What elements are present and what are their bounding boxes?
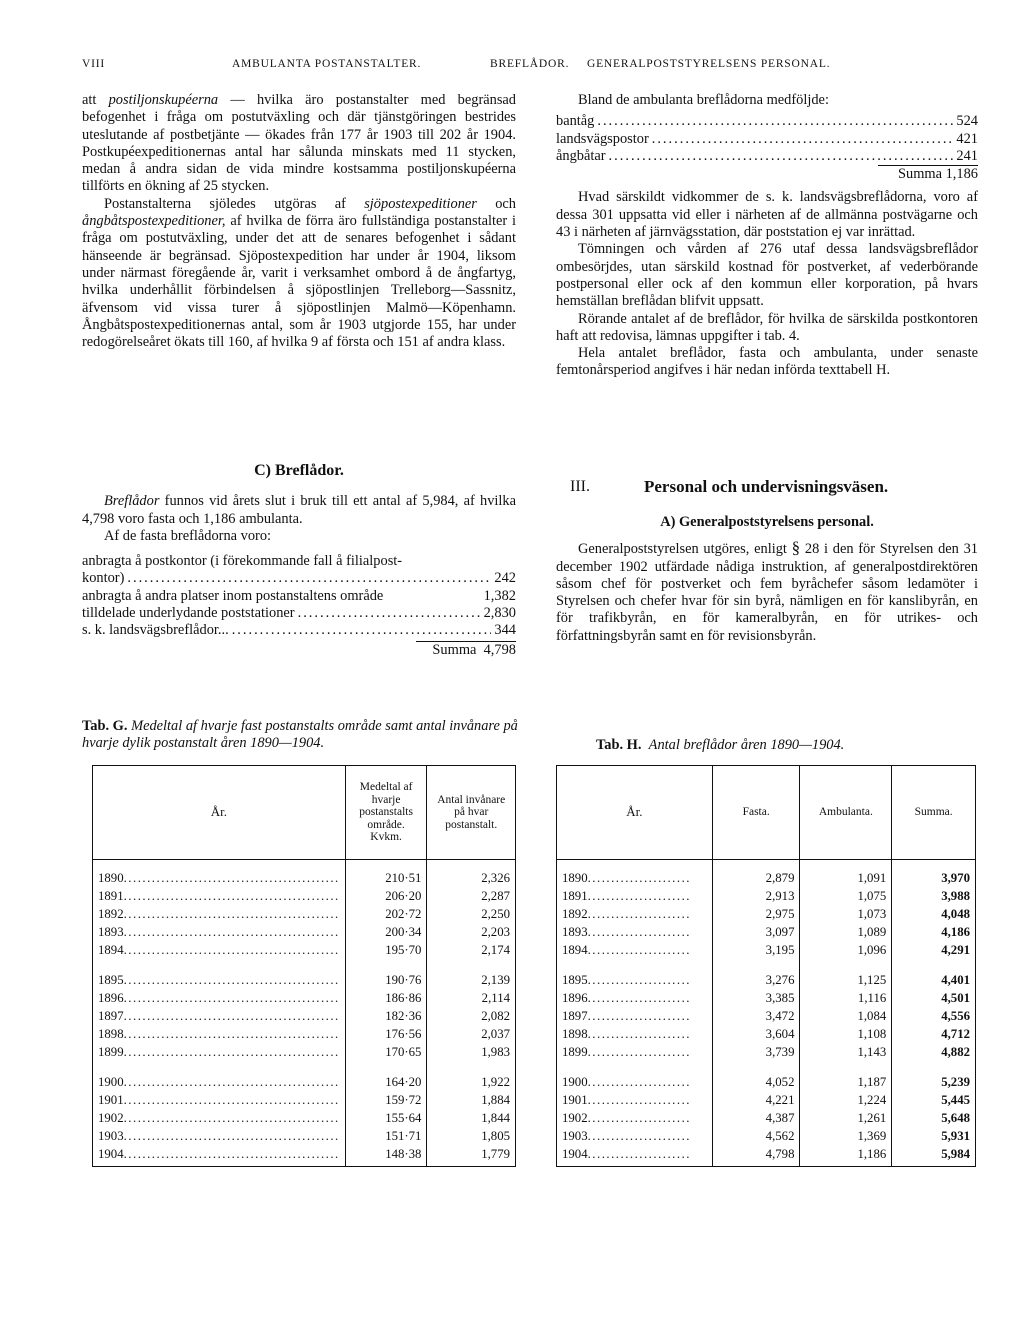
- ambulant-cell: 1,108: [800, 1025, 892, 1043]
- tab-g-table: [92, 765, 516, 1167]
- population-cell: 2,037: [427, 1025, 516, 1043]
- population-cell: 2,082: [427, 1007, 516, 1025]
- ambulant-cell: 1,187: [800, 1064, 892, 1091]
- table-row: [93, 1091, 516, 1109]
- year-cell: 1892......................: [557, 905, 713, 923]
- sum-cell: 3,970: [892, 860, 976, 888]
- area-cell: 151·71: [345, 1127, 427, 1145]
- year-cell: 1903......................: [557, 1127, 713, 1145]
- area-cell: 182·36: [345, 1007, 427, 1025]
- page-number: VIII: [82, 58, 105, 70]
- section-iii: [556, 478, 978, 645]
- list-item: s. k. landsvägsbreflådor... ..... 344: [82, 622, 516, 639]
- paragraph: Tömningen och vården af 276 utaf dessa landsvägsbreflådor ombesörjdes, utan särskild kostnad för postverket, af vederbörande postpersonal eller ock af den kommun eller korporation, på hvars hemställan breflådan blifvit uppsatt.: [556, 241, 978, 310]
- area-cell: 202·72: [345, 905, 427, 923]
- table-row: [557, 905, 976, 923]
- sum-cell: 5,648: [892, 1109, 976, 1127]
- year-cell: 1895......................: [557, 962, 713, 989]
- population-cell: 1,805: [427, 1127, 516, 1145]
- population-cell: 2,250: [427, 905, 516, 923]
- year-cell: 1901..............................................: [93, 1091, 346, 1109]
- fixed-boxes-list: [82, 553, 516, 659]
- population-cell: 2,139: [427, 962, 516, 989]
- column-header: År.: [557, 766, 713, 860]
- year-cell: 1899......................: [557, 1043, 713, 1064]
- tab-h-table: [556, 765, 976, 1167]
- column-header: Ambulanta.: [800, 766, 892, 860]
- year-cell: 1895..............................................: [93, 962, 346, 989]
- fixed-cell: 2,975: [712, 905, 800, 923]
- fixed-cell: 3,604: [712, 1025, 800, 1043]
- column-header: År.: [93, 766, 346, 860]
- year-cell: 1898..............................................: [93, 1025, 346, 1043]
- table-row: [93, 1043, 516, 1064]
- year-cell: 1904..............................................: [93, 1145, 346, 1167]
- area-cell: 206·20: [345, 887, 427, 905]
- ambulant-cell: 1,089: [800, 923, 892, 941]
- header-left: AMBULANTA POSTANSTALTER.: [232, 58, 422, 70]
- population-cell: 1,844: [427, 1109, 516, 1127]
- column-header: Medeltal af hvarje postanstalts område. Kvkm.: [345, 766, 427, 860]
- section-c: [82, 462, 516, 659]
- fixed-cell: 3,195: [712, 941, 800, 962]
- table-row: [93, 941, 516, 962]
- year-cell: 1902......................: [557, 1109, 713, 1127]
- ambulant-cell: 1,116: [800, 989, 892, 1007]
- list-item: ångbåtar ..... 241: [556, 148, 978, 165]
- ambulant-cell: 1,096: [800, 941, 892, 962]
- ambulant-cell: 1,125: [800, 962, 892, 989]
- year-cell: 1891..............................................: [93, 887, 346, 905]
- ambulant-cell: 1,143: [800, 1043, 892, 1064]
- list-item: anbragta å andra platser inom postanstaltens område 1,382: [82, 587, 516, 604]
- year-cell: 1902..............................................: [93, 1109, 346, 1127]
- fixed-cell: 4,562: [712, 1127, 800, 1145]
- year-cell: 1890......................: [557, 860, 713, 888]
- paragraph: att postiljonskupéerna — hvilka äro postanstalter med begränsad befogenhet i fråga om postutväxling och där tjänstgöringen bestrides uteslutande af postbetjänte — ökades från 177 år 1903 till 202 år 1904. Postkupéexpeditionernas antal har sålunda minskats med 11 stycken, medan å andra sidan de vida mindre kostsamma postiljonskupéerna tillförts en ökning af 25 stycken.: [82, 92, 517, 195]
- sum-cell: 4,186: [892, 923, 976, 941]
- ambulant-cell: 1,073: [800, 905, 892, 923]
- table-row: [93, 1145, 516, 1167]
- running-header: [82, 58, 962, 76]
- ambulant-boxes-list: [556, 113, 978, 183]
- table-row: [93, 1127, 516, 1145]
- table-row: [557, 887, 976, 905]
- sum-cell: 4,712: [892, 1025, 976, 1043]
- ambulant-cell: 1,091: [800, 860, 892, 888]
- population-cell: 2,203: [427, 923, 516, 941]
- year-cell: 1899..............................................: [93, 1043, 346, 1064]
- year-cell: 1893......................: [557, 923, 713, 941]
- fixed-cell: 2,879: [712, 860, 800, 888]
- population-cell: 2,114: [427, 989, 516, 1007]
- paragraph: Generalpoststyrelsen utgöres, enligt § 28 i den för Styrelsen den 31 december 1902 utfärdade nådiga instruktion, af generalpostdirektören såsom chef för postverket och fem byråchefer såsom ledamöter i Styrelsen och chefer hvar för sin byrå, nämligen en för kanslibyrån, en för trafikbyrån, en för kameralbyrån, en för utrikes- och författningsbyrån samt en för revisionsbyrån.: [556, 538, 978, 644]
- year-cell: 1901......................: [557, 1091, 713, 1109]
- column-header: Fasta.: [712, 766, 800, 860]
- table-row: [93, 887, 516, 905]
- year-cell: 1897......................: [557, 1007, 713, 1025]
- fixed-cell: 4,387: [712, 1109, 800, 1127]
- table-row: [557, 1127, 976, 1145]
- list-sum: Summa 1,186: [898, 166, 978, 183]
- table-row: [557, 1091, 976, 1109]
- year-cell: 1897..............................................: [93, 1007, 346, 1025]
- year-cell: 1891......................: [557, 887, 713, 905]
- population-cell: 2,326: [427, 860, 516, 888]
- table-row: [93, 923, 516, 941]
- ambulant-cell: 1,084: [800, 1007, 892, 1025]
- tab-h-caption: Tab. H. Antal breflådor åren 1890—1904.: [596, 737, 845, 753]
- table-row: [557, 923, 976, 941]
- sum-cell: 5,931: [892, 1127, 976, 1145]
- paragraph: Rörande antalet af de breflådor, för hvilka de särskilda postkontoren haft att redovisa, lämnas uppgifter i tab. 4.: [556, 310, 978, 344]
- paragraph: Postanstalterna sjöledes utgöras af sjöpostexpeditioner och ångbåtspostexpeditioner, af hvilka de förra äro fullständiga postanstalter i fråga om postutväxling, under det att de senares befogenhet i sådant hänseende är begränsad. Sjöpostexpedition har under år 1904, liksom under närmast föregående år, varit i verksamhet ombord å de ångfartyg, hvilka underhållit förbindelsen å sjöpostlinjen Trelleborg—Sassnitz, äfvensom vid vissa turer å sjöpostlinjen Malmö—Köpenhamn. Ångbåtspostexpeditionernas antal, som år 1903 utgjorde 155, har under redogörelseåret ökats till 160, af hvilka 9 af första och 151 af andra klass.: [82, 195, 516, 351]
- table-row: [557, 989, 976, 1007]
- year-cell: 1900......................: [557, 1064, 713, 1091]
- year-cell: 1890..............................................: [93, 860, 346, 888]
- fixed-cell: 4,798: [712, 1145, 800, 1167]
- table-row: [557, 1145, 976, 1167]
- subsection-heading: A) Generalpoststyrelsens personal.: [660, 514, 874, 530]
- list-item: tilldelade underlydande poststationer ..... 2,830: [82, 605, 516, 622]
- section-heading: C) Breflådor.: [254, 462, 344, 479]
- header-mid: BREFLÅDOR.: [490, 58, 570, 70]
- area-cell: 155·64: [345, 1109, 427, 1127]
- table-row: [557, 1064, 976, 1091]
- fixed-cell: 3,739: [712, 1043, 800, 1064]
- sum-cell: 4,556: [892, 1007, 976, 1025]
- year-cell: 1894..............................................: [93, 941, 346, 962]
- population-cell: 1,779: [427, 1145, 516, 1167]
- population-cell: 1,983: [427, 1043, 516, 1064]
- table-row: [93, 962, 516, 989]
- list-item: bantåg ..... 524: [556, 113, 978, 130]
- ambulant-cell: 1,369: [800, 1127, 892, 1145]
- fixed-cell: 4,052: [712, 1064, 800, 1091]
- area-cell: 210·51: [345, 860, 427, 888]
- sum-cell: 5,239: [892, 1064, 976, 1091]
- area-cell: 164·20: [345, 1064, 427, 1091]
- list-sum: Summa 4,798: [432, 641, 516, 658]
- area-cell: 148·38: [345, 1145, 427, 1167]
- area-cell: 195·70: [345, 941, 427, 962]
- paragraph: Af de fasta breflådorna voro:: [104, 527, 272, 544]
- sum-cell: 4,048: [892, 905, 976, 923]
- table-row: [557, 962, 976, 989]
- area-cell: 176·56: [345, 1025, 427, 1043]
- population-cell: 2,174: [427, 941, 516, 962]
- year-cell: 1894......................: [557, 941, 713, 962]
- table-row: [93, 1007, 516, 1025]
- right-column-text: [556, 92, 978, 380]
- fixed-cell: 3,276: [712, 962, 800, 989]
- year-cell: 1898......................: [557, 1025, 713, 1043]
- table-row: [557, 941, 976, 962]
- ambulant-cell: 1,261: [800, 1109, 892, 1127]
- header-right: GENERALPOSTSTYRELSENS PERSONAL.: [587, 58, 831, 70]
- ambulant-cell: 1,186: [800, 1145, 892, 1167]
- year-cell: 1903..............................................: [93, 1127, 346, 1145]
- list-item: landsvägspostor ..... 421: [556, 131, 978, 148]
- year-cell: 1904......................: [557, 1145, 713, 1167]
- column-header: Antal invånare på hvar postanstalt.: [427, 766, 516, 860]
- left-column-text: [82, 92, 516, 351]
- population-cell: 1,884: [427, 1091, 516, 1109]
- table-row: [93, 1064, 516, 1091]
- list-item: kontor) ..... 242: [82, 570, 516, 587]
- tab-g-caption: Tab. G. Medeltal af hvarje fast postanstalts område samt antal invånare på hvarje dylik postanstalt åren 1890—1904.: [82, 718, 518, 752]
- table-row: [557, 860, 976, 888]
- table-row: [93, 1109, 516, 1127]
- area-cell: 190·76: [345, 962, 427, 989]
- year-cell: 1896..............................................: [93, 989, 346, 1007]
- ambulant-cell: 1,224: [800, 1091, 892, 1109]
- table-row: [557, 1007, 976, 1025]
- year-cell: 1900..............................................: [93, 1064, 346, 1091]
- table-row: [93, 989, 516, 1007]
- fixed-cell: 2,913: [712, 887, 800, 905]
- table-row: [557, 1043, 976, 1064]
- year-cell: 1896......................: [557, 989, 713, 1007]
- area-cell: 200·34: [345, 923, 427, 941]
- fixed-cell: 3,097: [712, 923, 800, 941]
- year-cell: 1892..............................................: [93, 905, 346, 923]
- paragraph: Hela antalet breflådor, fasta och ambulanta, under senaste femtonårsperiod angifves i här nedan införda texttabell H.: [556, 345, 978, 379]
- area-cell: 170·65: [345, 1043, 427, 1064]
- fixed-cell: 4,221: [712, 1091, 800, 1109]
- list-item: anbragta å postkontor (i förekommande fall å filialpost-: [82, 553, 403, 570]
- table-row: [557, 1109, 976, 1127]
- area-cell: 186·86: [345, 989, 427, 1007]
- area-cell: 159·72: [345, 1091, 427, 1109]
- ambulant-cell: 1,075: [800, 887, 892, 905]
- paragraph: Breflådor funnos vid årets slut i bruk till ett antal af 5,984, af hvilka 4,798 voro fasta och 1,186 ambulanta.: [82, 493, 516, 527]
- sum-cell: 5,984: [892, 1145, 976, 1167]
- fixed-cell: 3,385: [712, 989, 800, 1007]
- sum-cell: 4,291: [892, 941, 976, 962]
- table-row: [93, 1025, 516, 1043]
- sum-cell: 3,988: [892, 887, 976, 905]
- paragraph: Bland de ambulanta breflådorna medföljde:: [578, 92, 829, 108]
- section-heading: III. Personal och undervisningsväsen.: [570, 477, 889, 496]
- table-row: [93, 860, 516, 888]
- sum-cell: 4,401: [892, 962, 976, 989]
- population-cell: 2,287: [427, 887, 516, 905]
- fixed-cell: 3,472: [712, 1007, 800, 1025]
- table-row: [557, 1025, 976, 1043]
- table-row: [93, 905, 516, 923]
- sum-cell: 4,501: [892, 989, 976, 1007]
- paragraph: Hvad särskildt vidkommer de s. k. landsvägsbreflådorna, voro af dessa 301 uppsatta vid eller i närheten af de allmänna postvägarne och 43 i närheten af järnvägsstation, där poststation ej var inrättad.: [556, 189, 978, 241]
- column-header: Summa.: [892, 766, 976, 860]
- sum-cell: 5,445: [892, 1091, 976, 1109]
- sum-cell: 4,882: [892, 1043, 976, 1064]
- population-cell: 1,922: [427, 1064, 516, 1091]
- year-cell: 1893..............................................: [93, 923, 346, 941]
